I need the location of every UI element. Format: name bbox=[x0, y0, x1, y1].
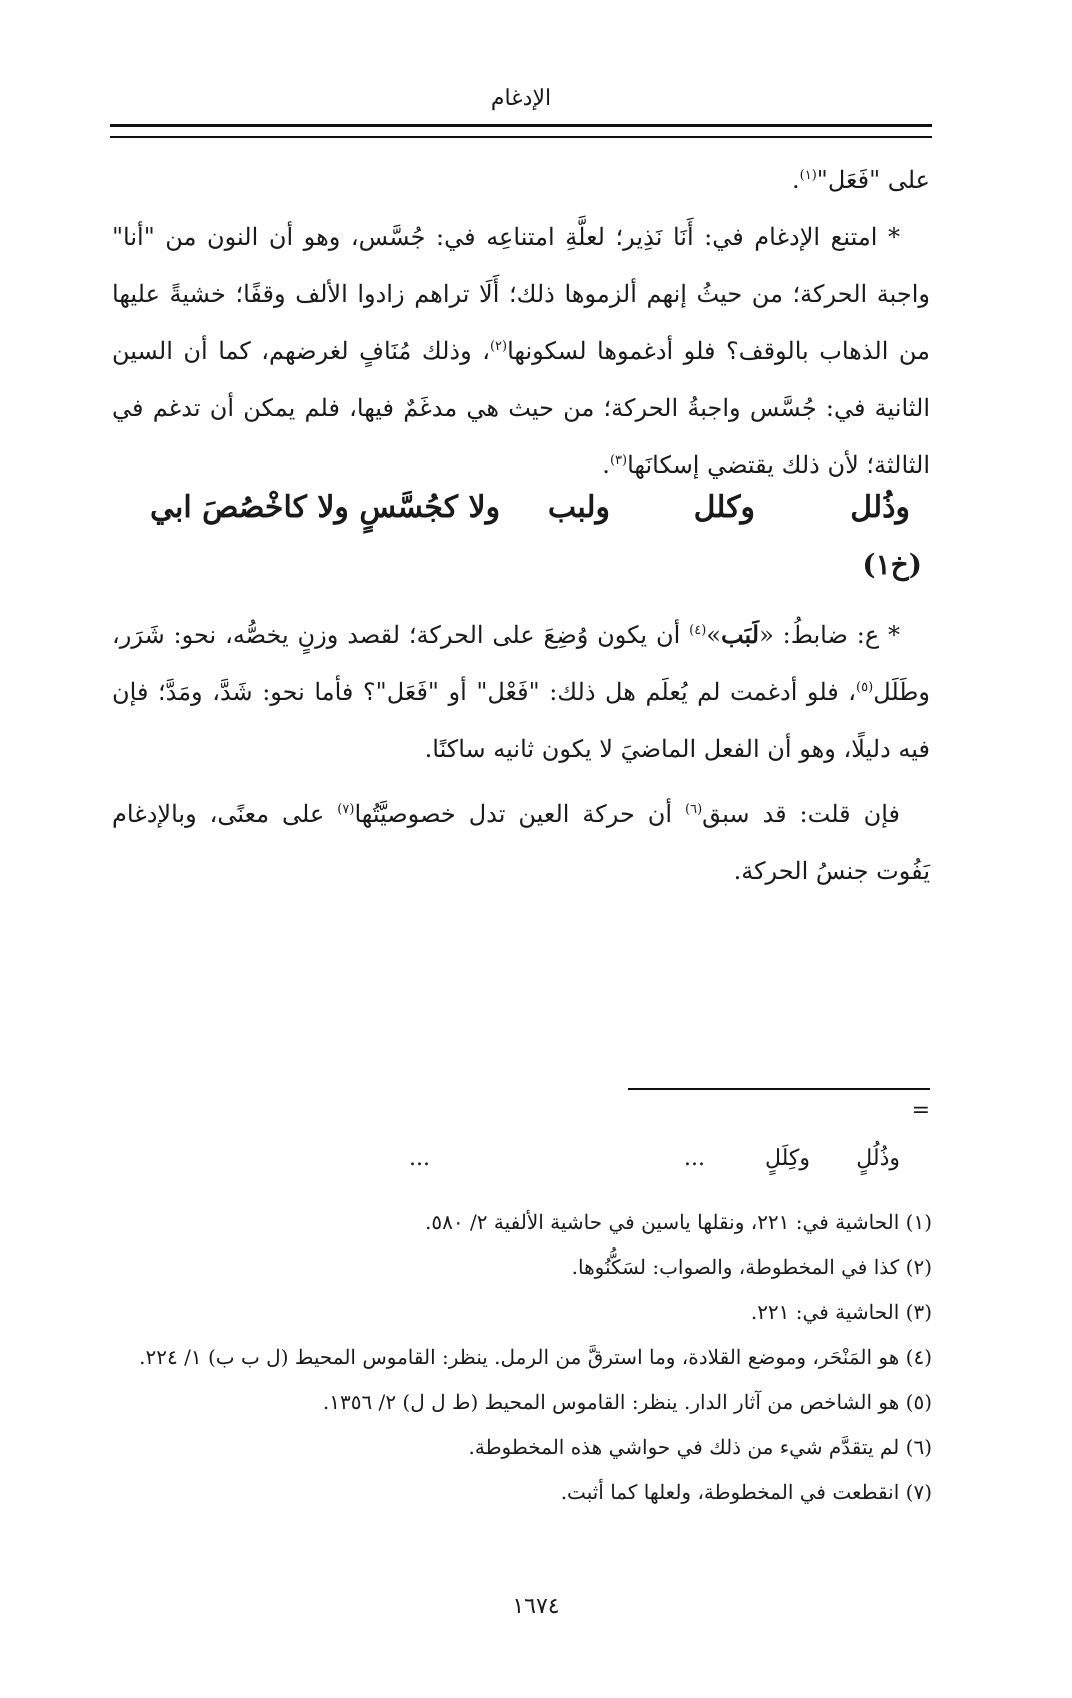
footnote-verse-word-2: وكِلَلٍ bbox=[764, 1146, 810, 1171]
paragraph-3 bbox=[112, 606, 930, 778]
footnote-verse-dots-1: ... bbox=[684, 1146, 705, 1171]
paragraph-2-end: . bbox=[602, 451, 610, 479]
header-rule-thick bbox=[110, 124, 932, 127]
main-text-bottom bbox=[112, 606, 930, 900]
footnote-ref-6: (٦) bbox=[685, 802, 703, 817]
paragraph-3-text-b: » bbox=[706, 621, 721, 649]
paragraph-1 bbox=[112, 152, 930, 209]
footnote-5: (٥) هو الشاخص من آثار الدار. ينظر: القاموس المحيط (ط ل ل) ٢/ ١٣٥٦. bbox=[322, 1390, 932, 1414]
footnotes-list bbox=[112, 1200, 932, 1515]
paragraph-3-text-d: ، فلو أدغمت لم يُعلَم هل ذلك: "فَعْل" أو "فَعَل"؟ فأما نحو: شَدَّ، ومَدَّ؛ فإن فيه دليلًا، وهو أن الفعل الماضيَ لا يكون ثانيه ساكنًا. bbox=[112, 678, 930, 763]
main-text-top bbox=[112, 152, 930, 494]
footnote-7: (٧) انقطعت في المخطوطة، ولعلها كما أثبت. bbox=[560, 1480, 932, 1504]
footnote-6: (٦) لم يتقدَّم شيء من ذلك في حواشي هذه المخطوطة. bbox=[468, 1435, 932, 1459]
footnote-2: (٢) كذا في المخطوطة، والصواب: لسَكُّنُوها. bbox=[571, 1255, 932, 1279]
paragraph-2-text-a: * امتنع الإدغام في: أَنَا نَذِير؛ لعلَّةِ امتناعِه في: جُسَّس، وهو أن النون من "أنا" واجبة الحركة؛ من حيثُ إنهم ألزموها ذلك؛ أَلَا تراهم زادوا الألف وقفًا؛ خشيةً عليها من الذهاب بالوقف؟ فلو أدغموها لسكونها bbox=[112, 223, 931, 365]
verse-word-1: وذُلل bbox=[850, 490, 910, 525]
paragraph-1-end: . bbox=[792, 166, 800, 194]
footnote-ref-5: (٥) bbox=[856, 680, 874, 695]
verse-word-2: وكلل bbox=[693, 490, 755, 525]
verse-hemistich-2: ولا كجُسَّسٍ ولا كاخْصُصَ ابي bbox=[150, 490, 501, 525]
footnote-verse-dots-2: ... bbox=[409, 1146, 430, 1171]
paragraph-3-bold-term: لَبَب bbox=[720, 620, 760, 649]
paragraph-1-text: على "فَعَل" bbox=[816, 166, 930, 194]
footnote-verse bbox=[200, 1146, 900, 1186]
footnote-ref-2: (٢) bbox=[489, 339, 508, 354]
paragraph-4-text-b: أن حركة العين تدل خصوصيَّتُها bbox=[354, 800, 686, 828]
running-head: الإدغام bbox=[490, 86, 552, 111]
continuation-mark: = bbox=[911, 1098, 930, 1123]
footnote-ref-1: (١) bbox=[799, 168, 817, 183]
footnote-separator bbox=[628, 1088, 930, 1090]
verse-reference: (خ١) bbox=[862, 548, 922, 581]
footnote-ref-4: (٤) bbox=[689, 623, 707, 638]
paragraph-4 bbox=[112, 786, 930, 900]
footnote-1: (١) الحاشية في: ٢٢١، ونقلها ياسين في حاشية الألفية ٢/ ٥٨٠. bbox=[425, 1210, 932, 1234]
footnote-3: (٣) الحاشية في: ٢٢١. bbox=[750, 1300, 932, 1324]
verse-word-3: ولبب bbox=[547, 490, 610, 525]
footnote-ref-3: (٣) bbox=[609, 453, 628, 468]
page-number: ١٦٧٤ bbox=[512, 1594, 560, 1619]
paragraph-2-text-b: ، وذلك مُنَافٍ لغرضهم، كما أن السين الثانية في: جُسَّس واجبةُ الحركة؛ من حيث هي مدغَمٌ فيها، فلم يمكن أن تدغم في الثالثة؛ لأن ذلك يقتضي إسكانَها bbox=[112, 337, 930, 479]
paragraph-3-text-a: * ع: ضابطُ: « bbox=[759, 621, 901, 649]
footnote-4: (٤) هو المَنْحَر، وموضع القلادة، وما استرقَّ من الرمل. ينظر: القاموس المحيط (ل ب ب) ١/ ٢٢٤. bbox=[139, 1345, 932, 1369]
paragraph-2 bbox=[112, 209, 930, 494]
footnote-verse-word-1: وذُلُلٍ bbox=[856, 1146, 900, 1171]
footnote-ref-7: (٧) bbox=[337, 802, 355, 817]
paragraph-3-text-c: أن يكون وُضِعَ على الحركة؛ لقصد وزنٍ يخصُّه، نحو: شَرَر، وطَلَل bbox=[112, 621, 930, 706]
paragraph-4-text-a: فإن قلت: قد سبق bbox=[702, 800, 900, 828]
verse-line bbox=[150, 490, 910, 540]
header-rule-thin bbox=[110, 136, 932, 138]
paragraph-4-text-c: على معنًى، وبالإدغام يَفُوت جنسُ الحركة. bbox=[112, 800, 930, 885]
